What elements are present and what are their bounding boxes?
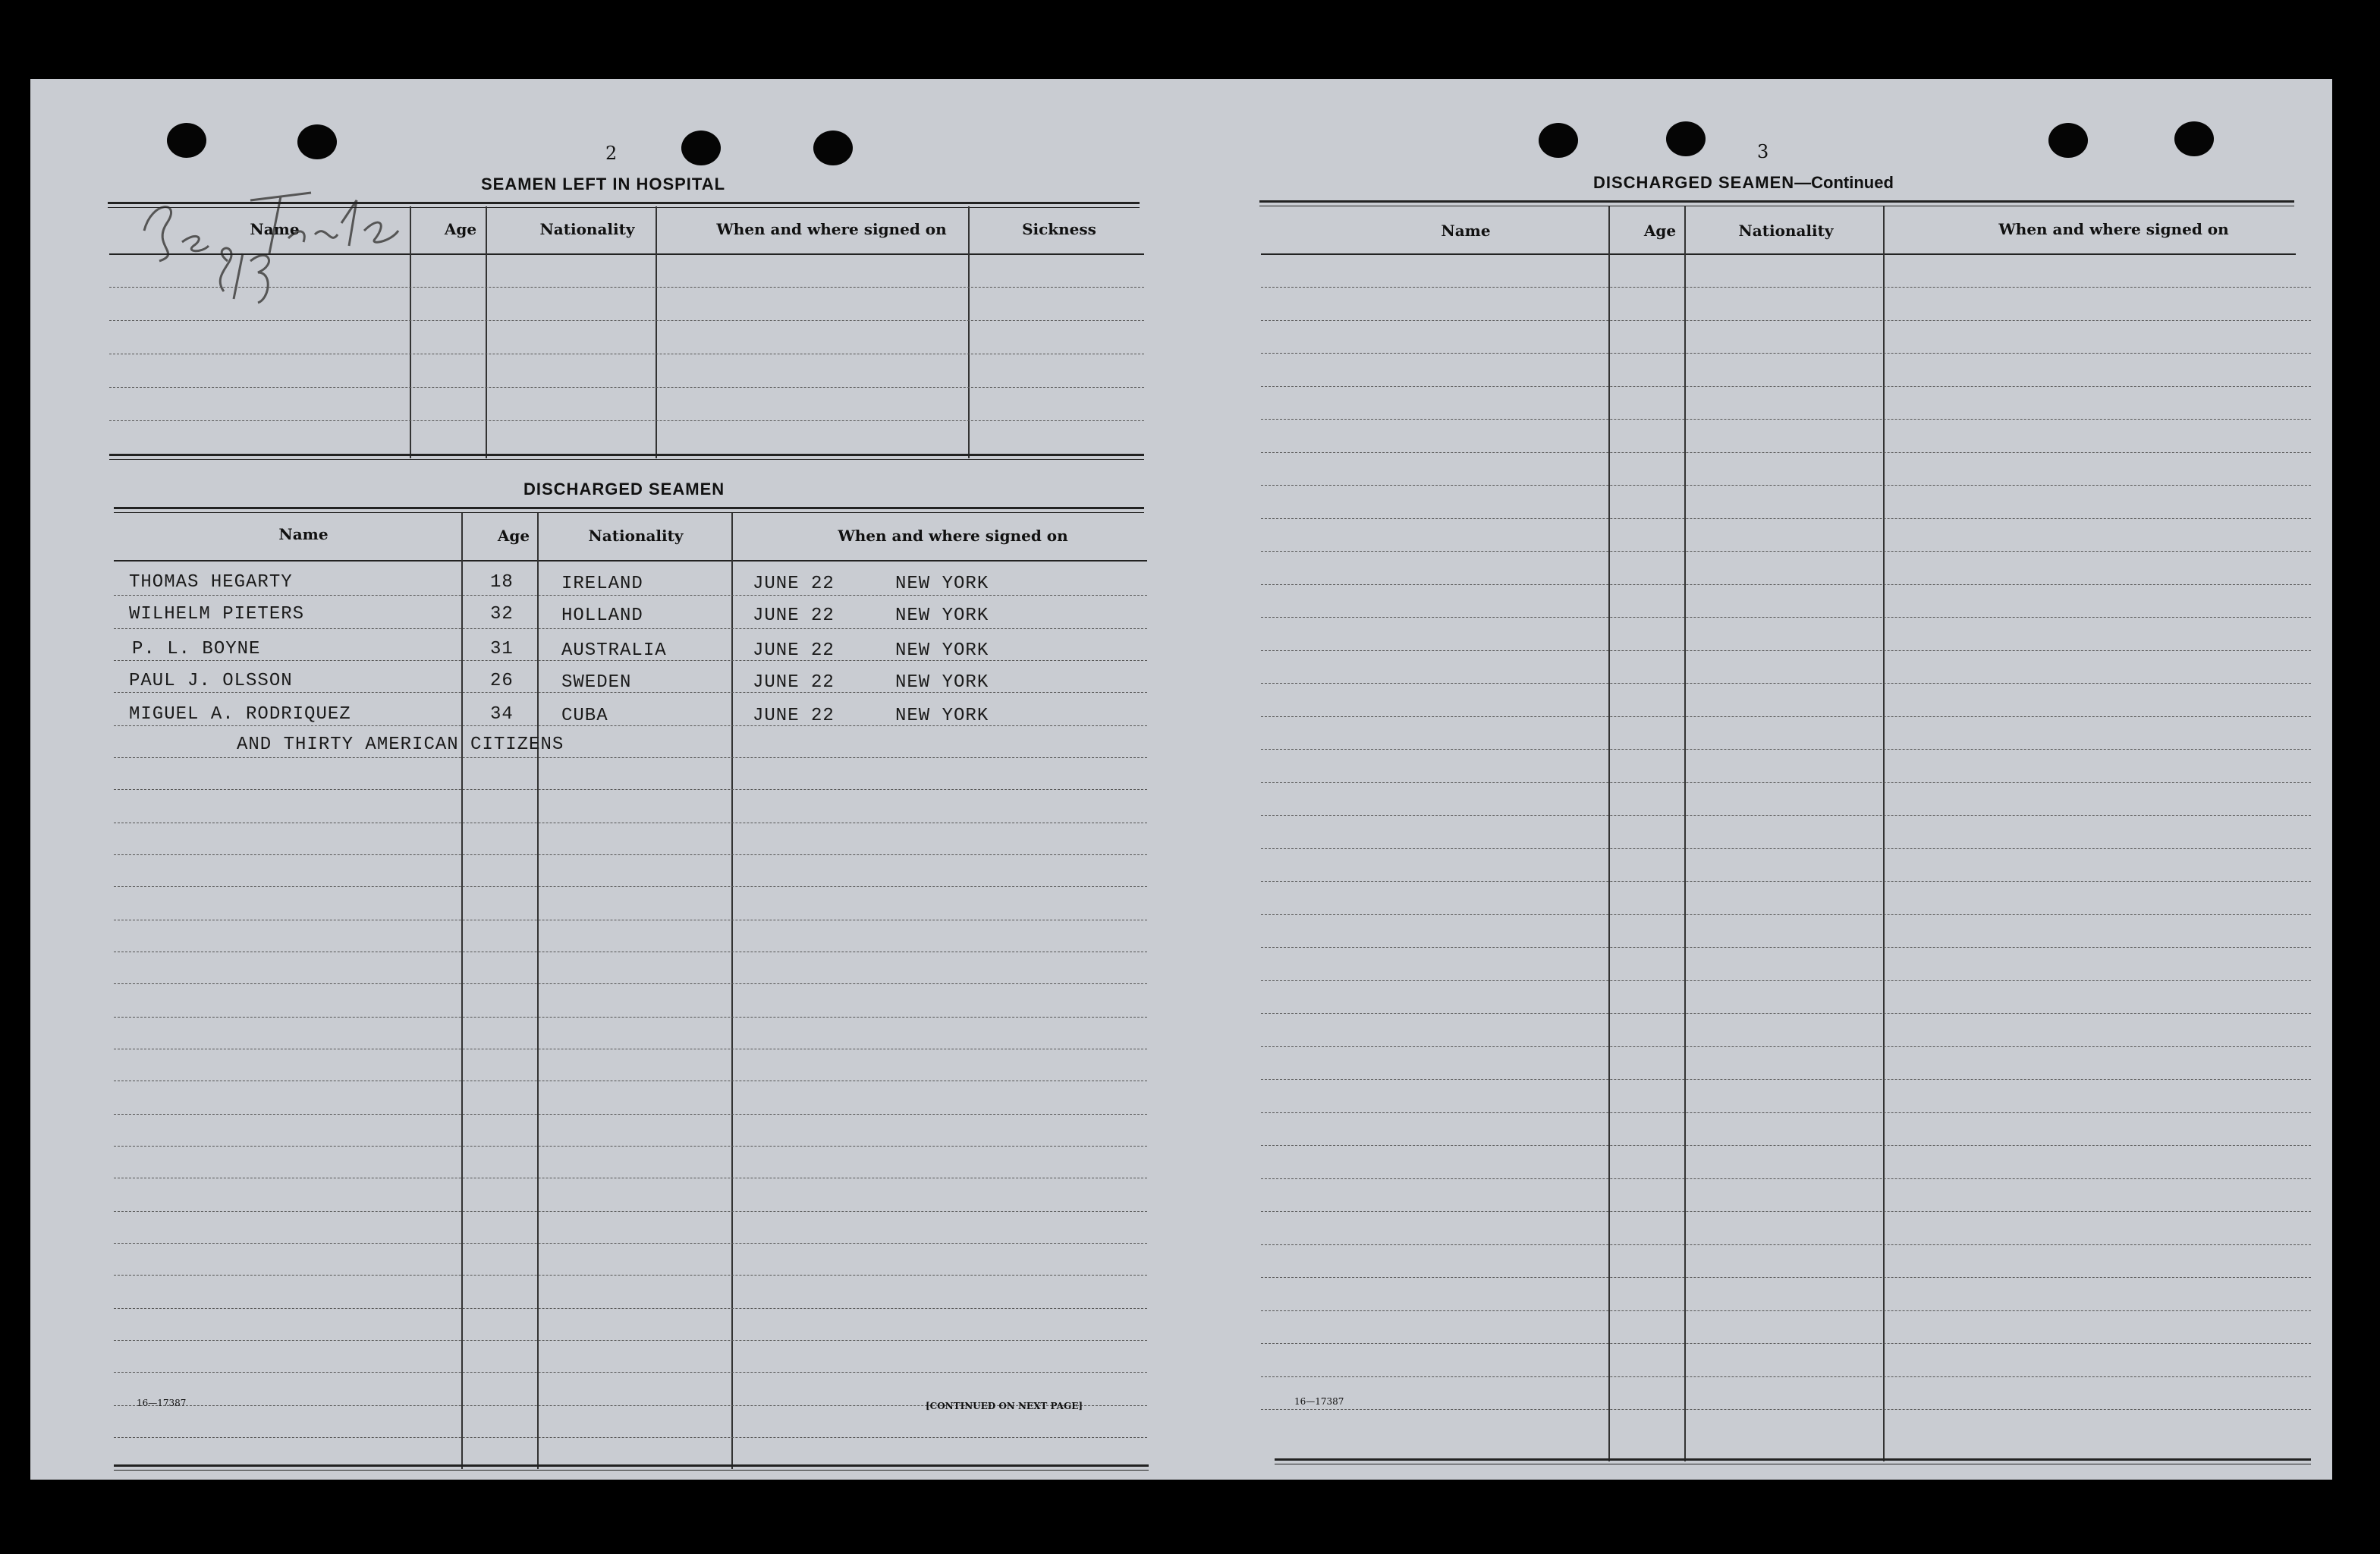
row-line [114,886,1147,887]
row-line [1261,1343,2311,1344]
punch-hole [1666,121,1706,156]
row-line [1261,1376,2311,1377]
row-line [1261,518,2311,519]
col-header-name: Name [1441,222,1491,240]
col-header-nationality: Nationality [1738,222,1834,240]
col-header-name: Name [278,525,329,543]
signed-on-date: JUNE 22 [753,672,835,693]
row-line [1261,320,2311,321]
seaman-age: 26 [490,671,514,691]
title-rule [1259,200,2294,206]
row-line [114,983,1147,984]
header-rule [1261,253,2296,255]
row-line [114,1211,1147,1212]
row-line [114,595,1147,596]
row-line [1261,1211,2311,1212]
row-line [1261,815,2311,816]
signed-on-place: NEW YORK [895,606,989,626]
discharged-continued-title [1593,173,1894,193]
row-line [114,1017,1147,1018]
row-line [114,854,1147,855]
signed-on-date: JUNE 22 [753,706,835,726]
seaman-nationality: IRELAND [561,574,643,594]
form-number: 16—17387 [137,1398,187,1408]
title-main: DISCHARGED SEAMEN [1593,173,1795,192]
title-rule [114,507,1144,513]
col-header-age: Age [497,527,530,545]
signed-on-place: NEW YORK [895,640,989,661]
punch-hole [2048,123,2088,158]
row-line [1261,1409,2311,1410]
row-line [1261,1145,2311,1146]
seaman-name: THOMAS HEGARTY [129,572,293,593]
hospital-section-title: SEAMEN LEFT IN HOSPITAL [481,175,726,193]
header-rule [109,253,1144,255]
col-header-signed-on: When and where signed on [716,220,947,238]
row-line [114,1114,1147,1115]
row-line [114,1372,1147,1373]
row-line [114,1340,1147,1341]
row-line [114,789,1147,790]
seaman-name: P. L. BOYNE [132,639,261,659]
row-line [1261,749,2311,750]
col-header-signed-on: When and where signed on [838,527,1068,545]
seaman-age: 34 [490,704,514,725]
handwritten-annotation [137,170,410,307]
page-number: 2 [605,143,618,164]
page-number: 3 [1757,141,1769,162]
seaman-age: 18 [490,572,514,593]
document-sheet [30,79,2332,1480]
row-line [1261,914,2311,915]
row-line [1261,1178,2311,1179]
row-line [1261,1310,2311,1311]
seaman-name: PAUL J. OLSSON [129,671,293,691]
row-line [1261,716,2311,717]
row-line [114,1275,1147,1276]
row-line [1261,881,2311,882]
col-header-sickness: Sickness [1022,220,1096,238]
row-line [109,420,1144,421]
row-line [1261,782,2311,783]
row-line [1261,584,2311,585]
row-line [1261,650,2311,651]
row-line [1261,1079,2311,1080]
column-divider [461,513,463,1469]
row-line [1261,1112,2311,1113]
section-end-rule [109,454,1144,460]
punch-hole [297,124,337,159]
row-line [1261,980,2311,981]
row-line [1261,551,2311,552]
column-divider [1684,206,1686,1461]
section-end-rule [114,1464,1149,1471]
col-header-nationality: Nationality [539,220,635,238]
row-line [1261,452,2311,453]
column-divider [731,513,733,1469]
column-divider [537,513,539,1469]
row-line [114,1146,1147,1147]
seaman-nationality: AUSTRALIA [561,640,667,661]
row-line [1261,683,2311,684]
column-divider [1608,206,1610,1461]
row-line [1261,1277,2311,1278]
punch-hole [681,131,721,165]
seaman-age: 32 [490,604,514,624]
punch-hole [2174,121,2214,156]
row-line [1261,287,2311,288]
col-header-nationality: Nationality [588,527,684,545]
row-line [1261,848,2311,849]
seaman-name: WILHELM PIETERS [129,604,305,624]
col-header-age: Age [444,220,477,238]
row-line [109,387,1144,388]
col-header-signed-on: When and where signed on [1998,220,2229,238]
seaman-nationality: HOLLAND [561,606,643,626]
signed-on-date: JUNE 22 [753,574,835,594]
row-line [114,725,1147,726]
row-line [1261,353,2311,354]
punch-hole [167,123,206,158]
row-line [114,1437,1147,1438]
row-line [1261,485,2311,486]
punch-hole [1539,123,1578,158]
discharged-section-title: DISCHARGED SEAMEN [523,480,725,499]
signed-on-place: NEW YORK [895,706,989,726]
row-line [1261,617,2311,618]
seaman-nationality: CUBA [561,706,608,726]
row-line [1261,1046,2311,1047]
row-line [1261,947,2311,948]
continued-note: [CONTINUED ON NEXT PAGE] [926,1401,1083,1411]
title-rule [108,202,1140,208]
col-header-name: Name [250,220,300,238]
signed-on-place: NEW YORK [895,672,989,693]
row-line [114,1308,1147,1309]
seaman-age: 31 [490,639,514,659]
seaman-name: MIGUEL A. RODRIQUEZ [129,704,351,725]
row-line [1261,386,2311,387]
row-line [109,320,1144,321]
section-end-rule [1275,1458,2311,1464]
signed-on-place: NEW YORK [895,574,989,594]
row-line [109,287,1144,288]
row-line [1261,1013,2311,1014]
form-number: 16—17387 [1294,1396,1344,1407]
row-line [114,628,1147,629]
row-line [1261,419,2311,420]
title-suffix: —Continued [1794,173,1894,192]
signed-on-date: JUNE 22 [753,640,835,661]
signed-on-date: JUNE 22 [753,606,835,626]
row-line [114,1243,1147,1244]
col-header-age: Age [1643,222,1677,240]
punch-hole [813,131,853,165]
row-line [114,757,1147,758]
additional-note: AND THIRTY AMERICAN CITIZENS [237,735,564,755]
seaman-nationality: SWEDEN [561,672,632,693]
column-divider [1883,206,1885,1461]
header-rule [114,560,1147,562]
row-line [1261,1244,2311,1245]
